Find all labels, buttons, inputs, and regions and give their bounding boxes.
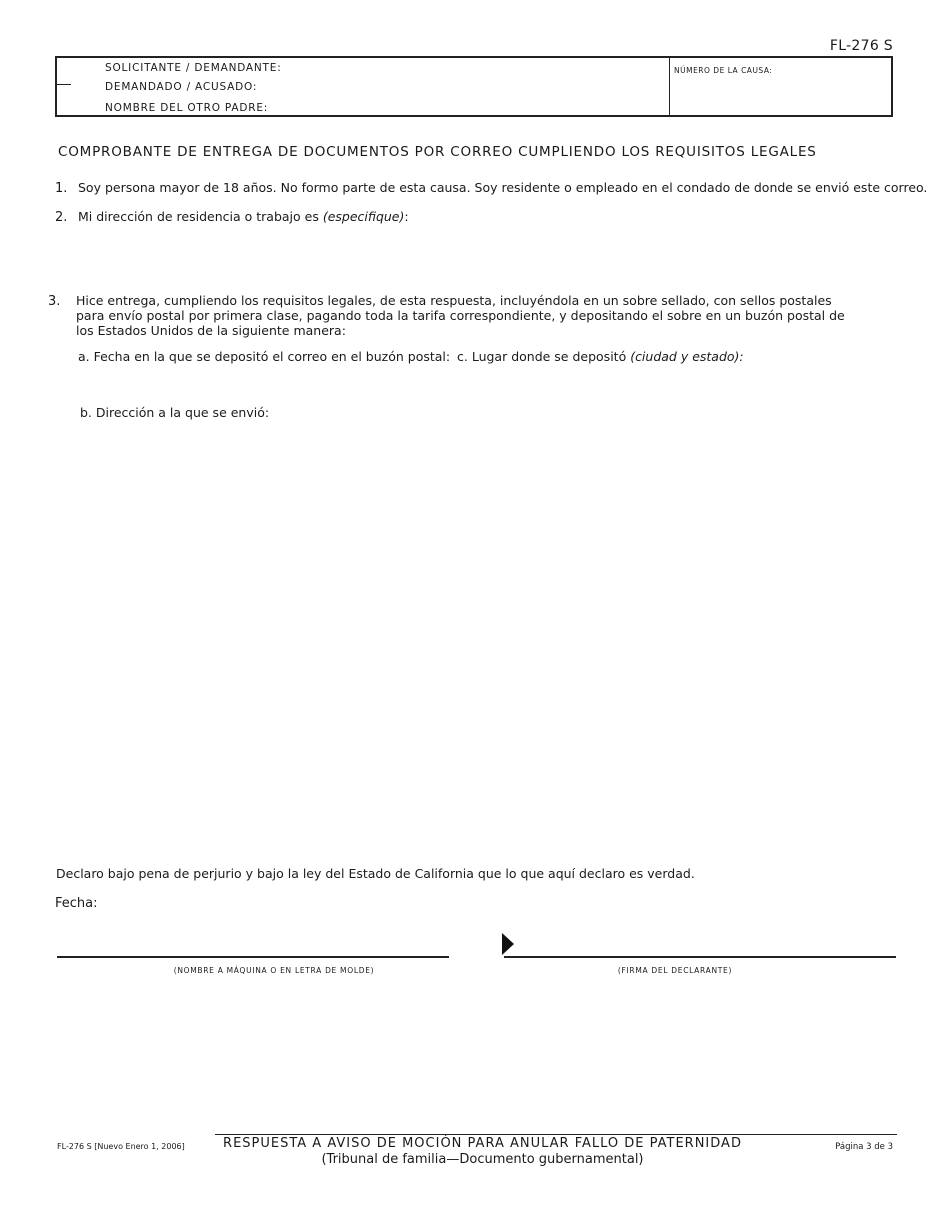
footer-form-revision: FL-276 S [Nuevo Enero 1, 2006] xyxy=(57,1142,185,1151)
item-3a-label: a. Fecha en la que se depositó el correo en el buzón postal: xyxy=(78,349,451,364)
declaration-text: Declaro bajo pena de perjurio y bajo la ley del Estado de California que lo que aquí declaro es verdad. xyxy=(56,866,695,881)
respondent-label: DEMANDADO / ACUSADO: xyxy=(105,81,258,93)
date-label: Fecha: xyxy=(55,896,98,911)
case-caption-box xyxy=(55,56,893,117)
item-3c-label xyxy=(457,349,744,364)
footer-subtitle: (Tribunal de familia—Documento gubernamental) xyxy=(321,1152,644,1167)
item-3c-italic: (ciudad y estado): xyxy=(630,349,744,364)
item-2-text xyxy=(78,209,409,224)
item-3-text: Hice entrega, cumpliendo los requisitos legales, de esta respuesta, incluyéndola en un sobre sellado, con sellos postales para envío postal por primera clase, pagando toda la tarifa correspondiente, y depositando el sobre en un buzón postal de los Estados Unidos de la siguiente manera: xyxy=(76,293,845,338)
case-number-label: NÚMERO DE LA CAUSA: xyxy=(674,66,773,75)
other-parent-label: NOMBRE DEL OTRO PADRE: xyxy=(105,102,269,114)
item-2-main: Mi dirección de residencia o trabajo es xyxy=(78,209,323,224)
name-line xyxy=(57,956,449,958)
footer-page-number: Página 3 de 3 xyxy=(835,1142,893,1152)
item-2-italic: (especifique) xyxy=(322,209,405,224)
bracket-tick xyxy=(57,84,71,85)
item-1-text: Soy persona mayor de 18 años. No formo parte de esta causa. Soy residente o empleado en el condado de donde se envió este correo. xyxy=(78,180,928,195)
signature-arrow-icon xyxy=(502,933,514,955)
section-title: COMPROBANTE DE ENTREGA DE DOCUMENTOS POR CORREO CUMPLIENDO LOS REQUISITOS LEGALES xyxy=(58,144,817,160)
item-3-number: 3. xyxy=(48,294,61,309)
signature-line xyxy=(504,956,896,958)
party-names-section xyxy=(57,58,670,115)
item-1-number: 1. xyxy=(55,181,68,196)
item-2-number: 2. xyxy=(55,210,68,225)
footer-title-main: RESPUESTA A AVISO DE MOCIÓN PARA ANULAR FALLO DE PATERNIDAD xyxy=(223,1136,742,1151)
item-3b-label: b. Dirección a la que se envió: xyxy=(80,405,270,420)
form-code: FL-276 S xyxy=(829,38,893,54)
footer-title xyxy=(200,1136,765,1168)
petitioner-label: SOLICITANTE / DEMANDANTE: xyxy=(105,62,282,74)
name-caption: (NOMBRE A MÁQUINA O EN LETRA DE MOLDE) xyxy=(173,966,375,975)
item-2-suffix: : xyxy=(404,209,409,224)
item-3c-main: c. Lugar donde se depositó xyxy=(457,349,631,364)
signature-caption: (FIRMA DEL DECLARANTE) xyxy=(617,966,733,975)
footer-rule xyxy=(215,1134,897,1135)
